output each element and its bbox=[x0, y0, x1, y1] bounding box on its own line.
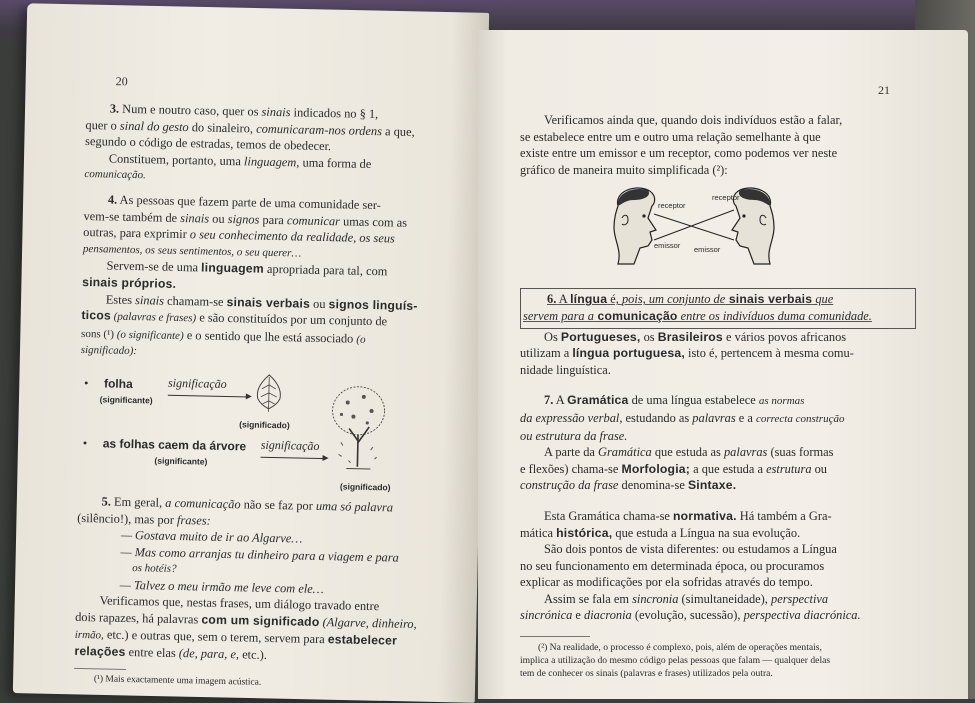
two-heads-illustration bbox=[604, 184, 784, 274]
section-3-line: quer o sinal do gesto do sinaleiro, comunicaram-nos ordens a que, bbox=[85, 117, 415, 139]
paragraph-line: Assim se fala em sincronia (simultaneidade), perspectiva bbox=[544, 591, 829, 606]
paragraph-line: se estabelece entre um e outro uma relação semelhante à que bbox=[520, 129, 821, 144]
page-number: 21 bbox=[878, 83, 890, 97]
footnote: (¹) Mais exactamente uma imagem acústica. bbox=[93, 674, 262, 688]
section-3-line: 3. Num e noutro caso, quer os sinais indicados no § 1, bbox=[109, 101, 379, 122]
footnote-rule bbox=[520, 636, 590, 637]
section-4-line: outras, para exprimir o seu conhecimento da realidade, os seus bbox=[83, 225, 395, 246]
section-4-line: ticos (palavras e frases) e são constituídos por um conjunto de bbox=[81, 308, 388, 329]
example-word-folha: folha bbox=[103, 376, 133, 391]
right-page bbox=[478, 30, 968, 699]
dialog-line: — Mas como arranjas tu dinheiro para a viagem e para bbox=[120, 544, 399, 565]
tree-icon bbox=[326, 380, 390, 477]
definition-line: servem para a comunicação entre os indivíduos duma comunidade. bbox=[523, 308, 872, 323]
section-5-line: 5. Em geral, a comunicação não se faz por uma só palavra bbox=[101, 494, 394, 515]
significacao-label: significação bbox=[167, 375, 227, 391]
receptor-label: receptor bbox=[712, 193, 740, 203]
footnote-line: tem de conhecer os sinais (palavras e frases) utilizados pela outra. bbox=[520, 668, 773, 680]
dialog-line: — Talvez o meu irmão me leve com ele… bbox=[119, 577, 324, 596]
section-3-line: Constituem, portanto, uma linguagem, uma forma de bbox=[108, 151, 372, 171]
section-4-line: sons (¹) (o significante) e o sentido que lhe está associado (o bbox=[80, 327, 366, 346]
section-5-line: Verificamos que, nestas frases, um diálogo travado entre bbox=[99, 593, 380, 614]
paragraph-line: Esta Gramática chama-se normativa. Há também a Gra- bbox=[544, 508, 832, 523]
section-4-line: pensamentos, os seus sentimentos, o seu querer… bbox=[82, 242, 302, 260]
footnote-line: (²) Na realidade, o processo é complexo, pois, além de operações mentais, bbox=[538, 642, 822, 654]
section-7-line: da expressão verbal, estudando as palavras e a correcta construção bbox=[520, 410, 845, 425]
section-4-line: 4. As pessoas que fazem parte de uma comunidade ser- bbox=[107, 192, 381, 213]
emissor-label: emissor bbox=[654, 241, 681, 251]
paragraph-line: gráfico de maneira muito simplificada (²): bbox=[520, 162, 728, 177]
paragraph-line: existe entre um emissor e um receptor, como podemos ver neste bbox=[520, 146, 838, 161]
page-number: 20 bbox=[115, 74, 128, 89]
bullet-icon: • bbox=[82, 435, 88, 451]
section-5-line: irmão, etc.) e outras que, sem o terem, servem para estabelecer bbox=[74, 627, 398, 648]
significacao-label: significação bbox=[260, 437, 320, 453]
definition-line: 6. A língua é, pois, um conjunto de sinais verbais que bbox=[547, 292, 834, 307]
leaf-icon bbox=[251, 372, 286, 413]
bullet-icon: • bbox=[83, 375, 89, 391]
section-7-line: A parte da Gramática que estuda as palavras (suas formas bbox=[544, 445, 834, 460]
section-4-line: Estes sinais chamam-se sinais verbais ou signos linguís- bbox=[105, 291, 418, 313]
receptor-label: receptor bbox=[658, 201, 686, 211]
section-4-line: vem-se também de sinais ou signos para comunicar umas com as bbox=[83, 208, 408, 230]
section-4-line: Servem-se de uma linguagem apropriada para tal, com bbox=[106, 258, 388, 279]
emitter-receiver-figure bbox=[520, 184, 916, 276]
significado-label: (significado) bbox=[239, 419, 290, 431]
section-7-line: ou estrutura da frase. bbox=[520, 428, 628, 443]
arrow-icon bbox=[261, 457, 327, 459]
left-page-body bbox=[74, 100, 454, 692]
section-3-line: segundo o código de estradas, temos de obedecer. bbox=[84, 134, 332, 154]
paragraph-line: mática histórica, que estuda a Língua na sua evolução. bbox=[520, 525, 801, 540]
significante-label: (significante) bbox=[154, 455, 208, 467]
section-4-line: sinais próprios. bbox=[82, 274, 177, 291]
paragraph-line: Os Portugueses, os Brasileiros e vários povos africanos bbox=[544, 329, 847, 344]
section-3-line: comunicação. bbox=[84, 168, 146, 182]
paragraph-line: São dois pontos de vista diferentes: ou estudamos a Língua bbox=[544, 542, 837, 557]
significado-label: (significado) bbox=[339, 481, 391, 493]
section-7-line: 7. A Gramática de uma língua estabelece as normas bbox=[544, 393, 805, 408]
footnote-rule bbox=[74, 668, 126, 670]
dialog-line: os hotéis? bbox=[132, 562, 177, 576]
arrow-icon bbox=[168, 395, 250, 398]
emissor-label: emissor bbox=[694, 245, 721, 255]
section-7-line: e flexões) chama-se Morfologia; a que estuda a estrutura ou bbox=[520, 461, 828, 476]
paragraph-line: Verificamos ainda que, quando dois indivíduos estão a falar, bbox=[544, 113, 843, 127]
section-7-line: construção da frase denomina-se Sintaxe. bbox=[520, 478, 737, 493]
paragraph-line: no seu funcionamento em determinada época, ou procuramos bbox=[520, 558, 825, 573]
paragraph-line: nidade linguística. bbox=[520, 362, 611, 377]
paragraph-line: explicar as modificações por ela sofridas através do tempo. bbox=[520, 575, 813, 590]
section-5-line: (silêncio!), mas por frases: bbox=[77, 510, 211, 528]
definition-box bbox=[520, 288, 916, 328]
example-sentence: as folhas caem da árvore bbox=[102, 436, 247, 454]
section-5-line: dois rapazes, há palavras com um significado (Algarve, dinheiro, bbox=[75, 609, 417, 632]
significante-label: (significante) bbox=[99, 394, 153, 406]
paragraph-line: utilizam a língua portuguesa, isto é, pertencem à mesma comu- bbox=[520, 346, 854, 361]
sign-examples bbox=[78, 369, 449, 501]
footnote-line: implica a utilização do mesmo código pelas pessoas que falam — qualquer delas bbox=[520, 655, 831, 667]
right-page-body bbox=[520, 112, 916, 680]
paragraph-line: sincrónica e diacronia (evolução, sucessão), perspectiva diacrónica. bbox=[520, 608, 861, 623]
section-5-line: relações entre elas (de, para, e, etc.). bbox=[74, 644, 268, 663]
section-4-line: significado): bbox=[80, 344, 138, 358]
dialog-line: — Gostava muito de ir ao Algarve… bbox=[120, 527, 303, 546]
